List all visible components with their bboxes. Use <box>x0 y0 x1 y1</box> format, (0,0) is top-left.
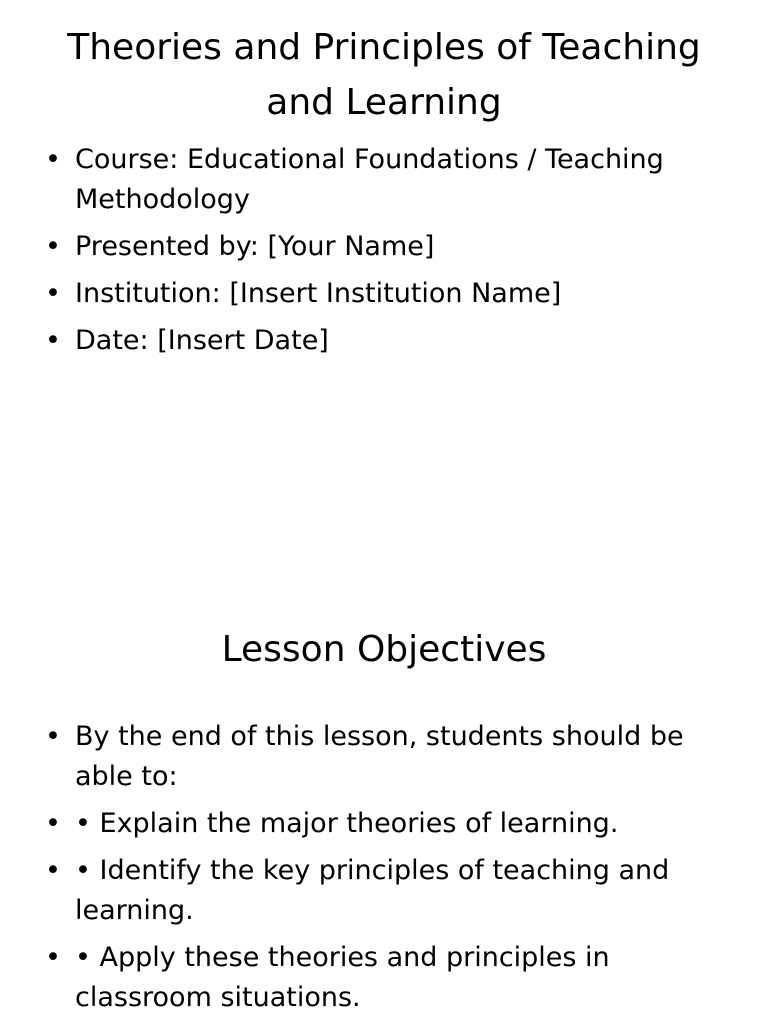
bullet-text: Course: Educational Foundations / Teaching Methodology <box>75 144 664 215</box>
bullet-text: Institution: [Insert Institution Name] <box>75 278 562 309</box>
bullet-dot-icon: • <box>45 808 61 839</box>
bullet-item-objective <box>45 804 705 844</box>
bullet-dot-icon: • <box>45 231 61 262</box>
bullet-text: Date: [Insert Date] <box>75 325 329 356</box>
bullet-dot-icon: • <box>45 721 61 752</box>
bullet-item-objective <box>45 938 705 1018</box>
bullet-item-objective <box>45 851 705 931</box>
bullet-dot-icon: • <box>45 278 61 309</box>
bullet-list <box>45 140 705 368</box>
bullet-text: By the end of this lesson, students should be able to: <box>75 721 684 792</box>
slide-title: Lesson Objectives <box>221 629 547 670</box>
bullet-dot-icon: • <box>45 325 61 356</box>
bullet-text: Presented by: [Your Name] <box>75 231 435 262</box>
bullet-text: • Identify the key principles of teaching and learning. <box>75 855 670 926</box>
bullet-item-institution <box>45 274 705 314</box>
bullet-text: • Explain the major theories of learning. <box>75 808 619 839</box>
bullet-item-course <box>45 140 705 220</box>
bullet-dot-icon: • <box>45 942 61 973</box>
slide-lesson-objectives <box>0 512 768 1024</box>
bullet-dot-icon: • <box>45 144 61 175</box>
bullet-item-presenter <box>45 227 705 267</box>
bullet-item-intro <box>45 717 705 797</box>
bullet-text: • Apply these theories and principles in classroom situations. <box>75 942 610 1013</box>
bullet-dot-icon: • <box>45 855 61 886</box>
bullet-item-date <box>45 321 705 361</box>
slide-title: Theories and Principles of Teaching and Learning <box>67 27 701 123</box>
bullet-list <box>45 717 705 1024</box>
